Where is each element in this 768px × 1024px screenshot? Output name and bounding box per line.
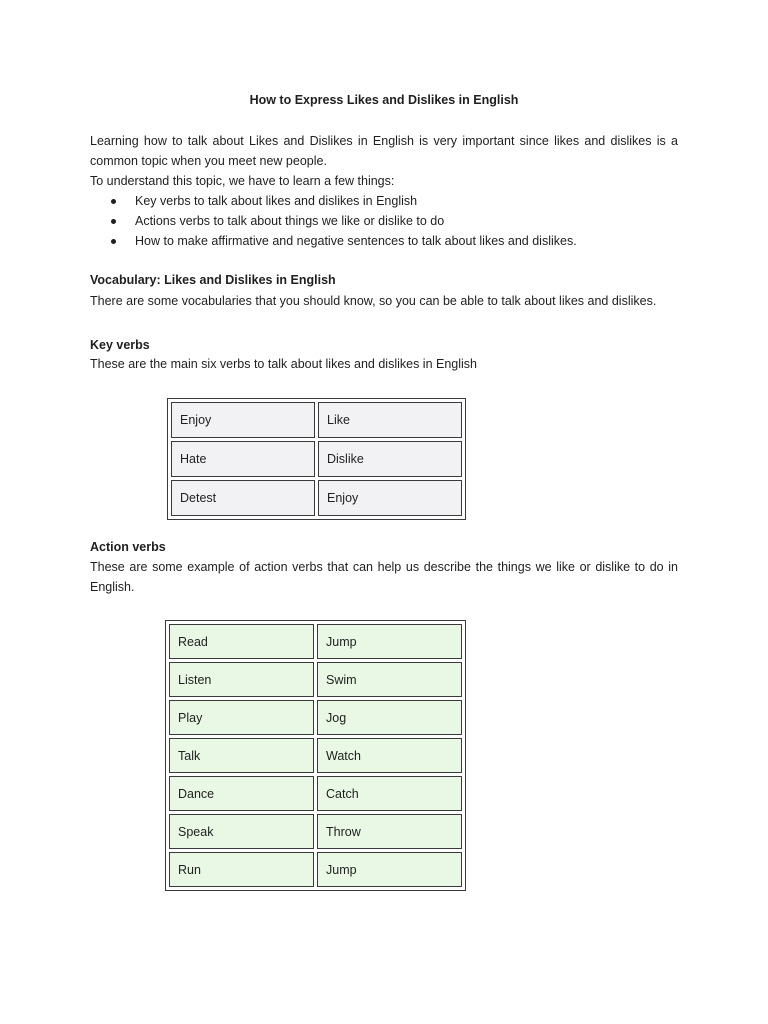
action-verbs-table	[165, 620, 466, 891]
table-cell: Enjoy	[171, 402, 315, 438]
bullet-text: Key verbs to talk about likes and dislikes in English	[135, 194, 418, 208]
action-verbs-heading: Action verbs	[90, 540, 166, 554]
table-row	[171, 441, 462, 477]
table-cell: Run	[169, 852, 314, 887]
bullet-icon	[111, 199, 116, 204]
bullet-item	[90, 211, 678, 231]
table-row	[169, 814, 462, 849]
table-cell: Catch	[317, 776, 462, 811]
table-row	[169, 662, 462, 697]
table-cell: Like	[318, 402, 462, 438]
table-cell: Dance	[169, 776, 314, 811]
table-row	[169, 738, 462, 773]
key-verbs-table	[167, 398, 466, 520]
bullet-text: Actions verbs to talk about things we like or dislike to do	[135, 214, 445, 228]
table-cell: Dislike	[318, 441, 462, 477]
bullet-item	[90, 191, 678, 211]
table-cell: Enjoy	[318, 480, 462, 516]
table-row	[169, 700, 462, 735]
key-verbs-heading: Key verbs	[90, 338, 150, 352]
table-cell: Listen	[169, 662, 314, 697]
table-row	[171, 402, 462, 438]
bullet-text: How to make affirmative and negative sentences to talk about likes and dislikes.	[135, 234, 577, 248]
intro-paragraph: Learning how to talk about Likes and Dislikes in English is very important since likes and dislikes is a common topic when you meet new people.	[90, 134, 678, 168]
table-row	[169, 624, 462, 659]
vocabulary-text: There are some vocabularies that you should know, so you can be able to talk about likes and dislikes.	[90, 294, 657, 308]
table-cell: Jog	[317, 700, 462, 735]
table-cell: Jump	[317, 852, 462, 887]
table-cell: Speak	[169, 814, 314, 849]
table-row	[169, 852, 462, 887]
table-cell: Read	[169, 624, 314, 659]
table-cell: Throw	[317, 814, 462, 849]
table-cell: Play	[169, 700, 314, 735]
topic-bullet-list	[90, 191, 678, 251]
table-row	[169, 776, 462, 811]
vocabulary-heading: Vocabulary: Likes and Dislikes in English	[90, 273, 336, 287]
table-cell: Watch	[317, 738, 462, 773]
action-verbs-text: These are some example of action verbs that can help us describe the things we like or dislike to do in English.	[90, 560, 678, 594]
table-cell: Talk	[169, 738, 314, 773]
table-cell: Detest	[171, 480, 315, 516]
intro-followup: To understand this topic, we have to learn a few things:	[90, 174, 395, 188]
table-row	[171, 480, 462, 516]
table-cell: Hate	[171, 441, 315, 477]
table-cell: Jump	[317, 624, 462, 659]
bullet-icon	[111, 239, 116, 244]
bullet-item	[90, 231, 678, 251]
bullet-icon	[111, 219, 116, 224]
page-title: How to Express Likes and Dislikes in English	[249, 93, 519, 107]
table-cell: Swim	[317, 662, 462, 697]
key-verbs-text: These are the main six verbs to talk about likes and dislikes in English	[90, 357, 477, 371]
